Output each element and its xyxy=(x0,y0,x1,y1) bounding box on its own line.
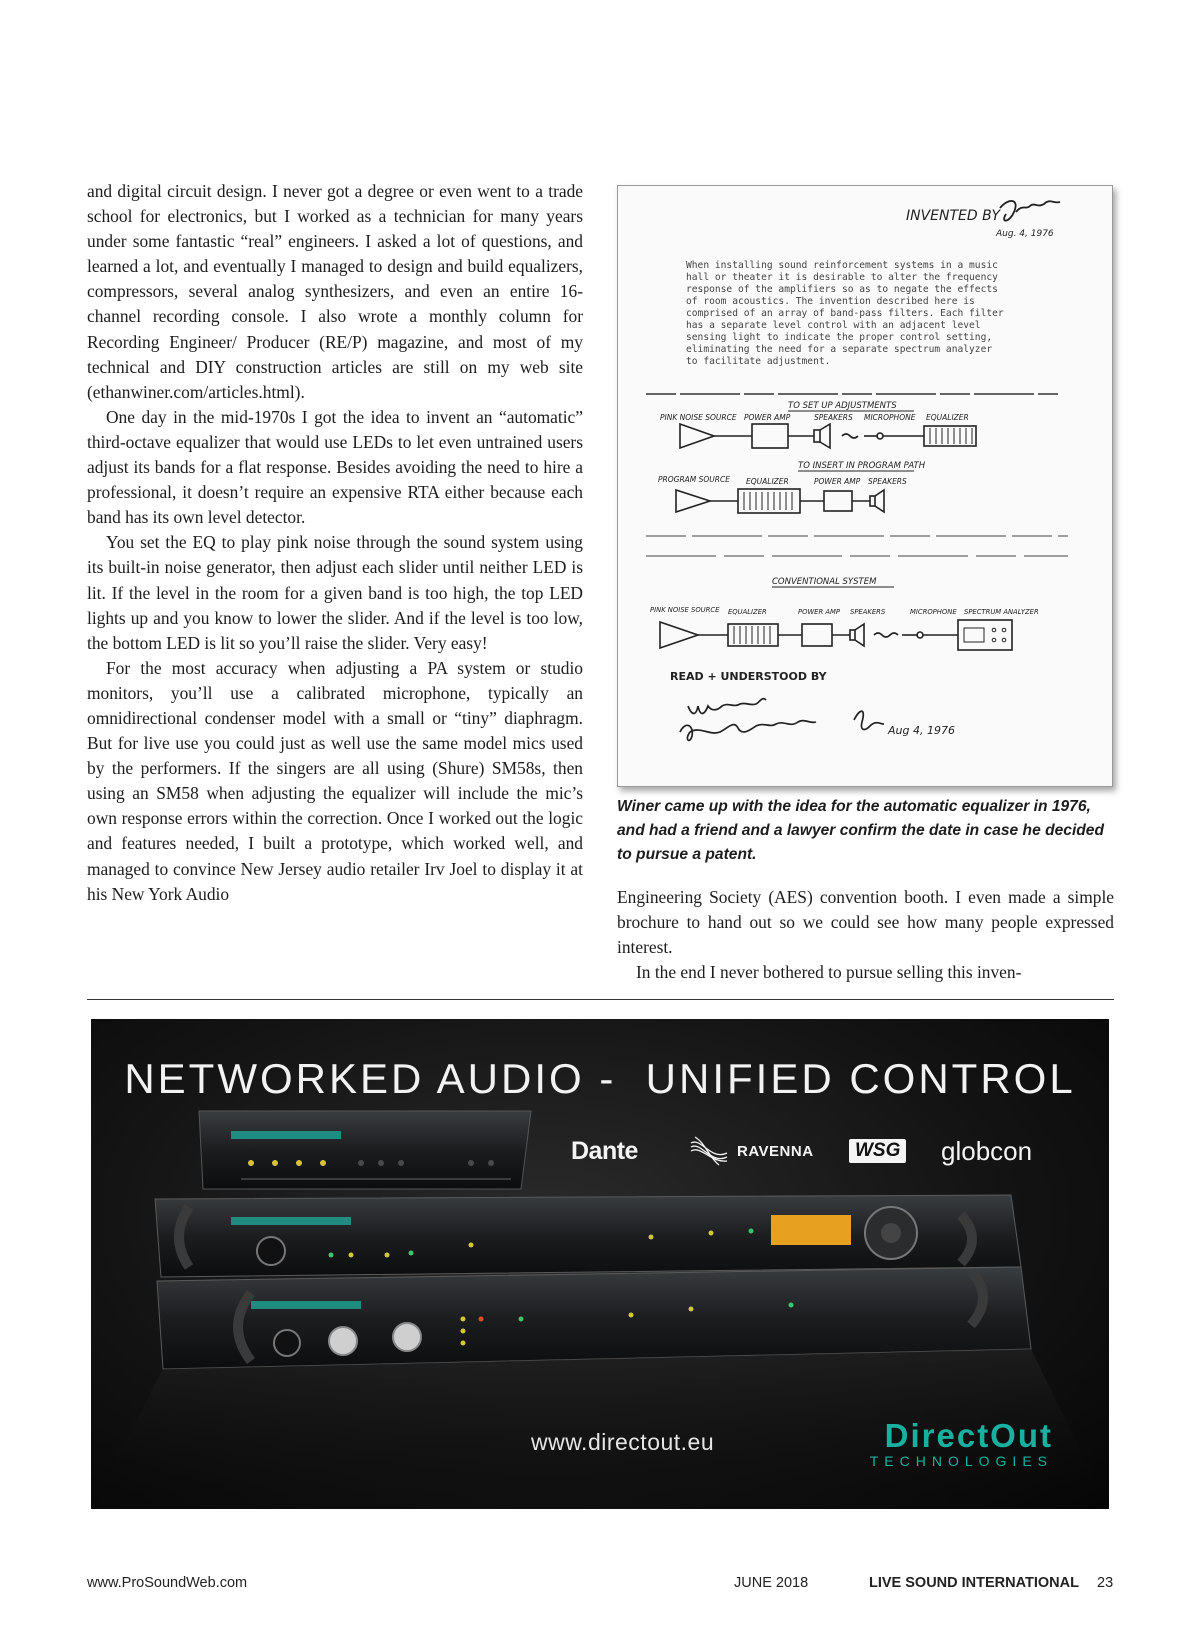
typed-line: of room acoustics. The invention described here is xyxy=(686,296,975,307)
typed-line: response of the amplifiers so as to negate the effects xyxy=(686,284,998,295)
dante-logo: Dante xyxy=(571,1136,638,1165)
witness-signatures xyxy=(680,699,884,741)
brand-name: DirectOut xyxy=(884,1417,1053,1454)
conventional-label: SPECTRUM ANALYZER xyxy=(964,608,1039,616)
insert-label: EQUALIZER xyxy=(746,477,789,486)
insert-diagram xyxy=(676,489,884,513)
globcon-logo: globcon xyxy=(941,1135,1033,1166)
setup-diagram xyxy=(680,424,976,448)
insert-label: SPEAKERS xyxy=(868,477,907,486)
inventor-date: Aug. 4, 1976 xyxy=(996,229,1054,239)
directout-logo xyxy=(763,1419,1053,1469)
setup-label: POWER AMP xyxy=(744,413,791,422)
disclosure-drawing xyxy=(618,186,1112,786)
setup-label: EQUALIZER xyxy=(926,413,969,422)
conventional-label: PINK NOISE SOURCE xyxy=(650,606,720,614)
wsg-logo: WSG xyxy=(849,1139,906,1163)
ad-website-link[interactable]: www.directout.eu xyxy=(531,1429,715,1455)
footer-issue-date: JUNE 2018 xyxy=(734,1575,809,1591)
paragraph: For the most accuracy when adjusting a PA system or studio monitors, you’ll use a calibrated microphone, typically an omnidirectional condenser model with a small or “tiny” diaphragm. But for live use you could just as well use the same model mics used by the performers. If the singers are all using (Shure) SM58s, then using an SM58 when adjusting the equalizer will include the mic’s own response errors within the correction. Once I worked out the logic and features needed, I built a prototype, which worked well, and managed to convince New Jersey audio retailer Irv Joel to display it at his New York Audio xyxy=(87,657,583,904)
paragraph: In the end I never bothered to pursue selling this inven- xyxy=(636,962,1022,983)
setup-label: MICROPHONE xyxy=(864,413,916,422)
conventional-label: MICROPHONE xyxy=(910,608,957,616)
conventional-label: POWER AMP xyxy=(798,608,840,616)
paragraph: One day in the mid-1970s I got the idea to invent an “automatic” third-octave equalizer that would use LEDs to let even untrained users adjust its bands for a flat response. Besides avoiding the need to hire a professional, it doesn’t require an expensive RTA either because each band has its own level detector. xyxy=(87,406,583,528)
conventional-heading: CONVENTIONAL SYSTEM xyxy=(772,577,877,587)
paragraph: Engineering Society (AES) convention booth. I even made a simple brochure to hand out so we could see how many people expressed interest. xyxy=(617,887,1114,958)
page-number: 23 xyxy=(1097,1575,1114,1591)
read-understood-text: READ + UNDERSTOOD BY xyxy=(670,670,827,683)
invented-by-text: INVENTED BY xyxy=(906,208,1001,224)
invention-disclosure-figure xyxy=(617,185,1113,787)
ravenna-label: RAVENNA xyxy=(737,1142,814,1160)
setup-label: SPEAKERS xyxy=(814,413,853,422)
paragraph: and digital circuit design. I never got a degree or even went to a trade school for electronics, but I worked as a technician for many years under some fantastic “real” engineers. I asked a lot of questions, and learned a lot, and eventually I managed to design and build equalizers, compressors, several analog synthesizers, and even an entire 16-channel recording console. I also wrote a monthly column for Recording Engineer/ Producer (RE/P) magazine, and most of my technical and DIY construction articles are still on my web site (ethanwiner.com/articles.html). xyxy=(87,181,583,402)
footer-website[interactable]: www.ProSoundWeb.com xyxy=(87,1575,248,1591)
paragraph: You set the EQ to play pink noise through the sound system using its built-in noise generator, then adjust each slider until neither LED is lit. If the level in the room for a given band is too high, the top LED lights up and you know to lower the slider. And if the level is too low, the bottom LED is lit so you’ll raise the slider. Very easy! xyxy=(87,532,583,653)
ad-headline: NETWORKED AUDIO - UNIFIED CONTROL xyxy=(124,1055,1076,1102)
typed-line: comprised of an array of band-pass filters. Each filter xyxy=(686,308,1004,319)
footer-magazine-title: LIVE SOUND INTERNATIONAL xyxy=(869,1575,1079,1591)
insert-label: POWER AMP xyxy=(814,477,861,486)
conventional-diagram xyxy=(660,620,1012,650)
typed-line: hall or theater it is desirable to alter the frequency xyxy=(686,272,998,283)
witness-date: Aug 4, 1976 xyxy=(888,724,955,737)
insert-heading: TO INSERT IN PROGRAM PATH xyxy=(798,461,926,471)
typed-line: eliminating the need for a separate spectrum analyzer xyxy=(686,344,993,355)
directout-advertisement[interactable] xyxy=(91,1019,1109,1509)
typed-line: sensing light to indicate the proper control setting, xyxy=(686,332,993,343)
article-right-column xyxy=(617,885,1114,985)
figure-caption: Winer came up with the idea for the automatic equalizer in 1976, and had a friend and a lawyer confirm the date in case he decided to pursue a patent. xyxy=(617,798,1105,863)
section-divider xyxy=(87,999,1114,1000)
inventor-signature xyxy=(1000,201,1060,221)
article-left-column xyxy=(87,179,583,907)
conventional-label: EQUALIZER xyxy=(728,608,767,616)
setup-label: PINK NOISE SOURCE xyxy=(660,413,737,422)
typed-line: When installing sound reinforcement systems in a music xyxy=(686,260,998,271)
insert-label: PROGRAM SOURCE xyxy=(658,475,730,484)
conventional-label: SPEAKERS xyxy=(850,608,886,616)
setup-heading: TO SET UP ADJUSTMENTS xyxy=(788,401,897,411)
typed-line: has a separate level control with an adjacent level xyxy=(686,320,981,331)
brand-subtitle: TECHNOLOGIES xyxy=(869,1453,1053,1469)
typed-line: to facilitate adjustment. xyxy=(686,356,831,367)
